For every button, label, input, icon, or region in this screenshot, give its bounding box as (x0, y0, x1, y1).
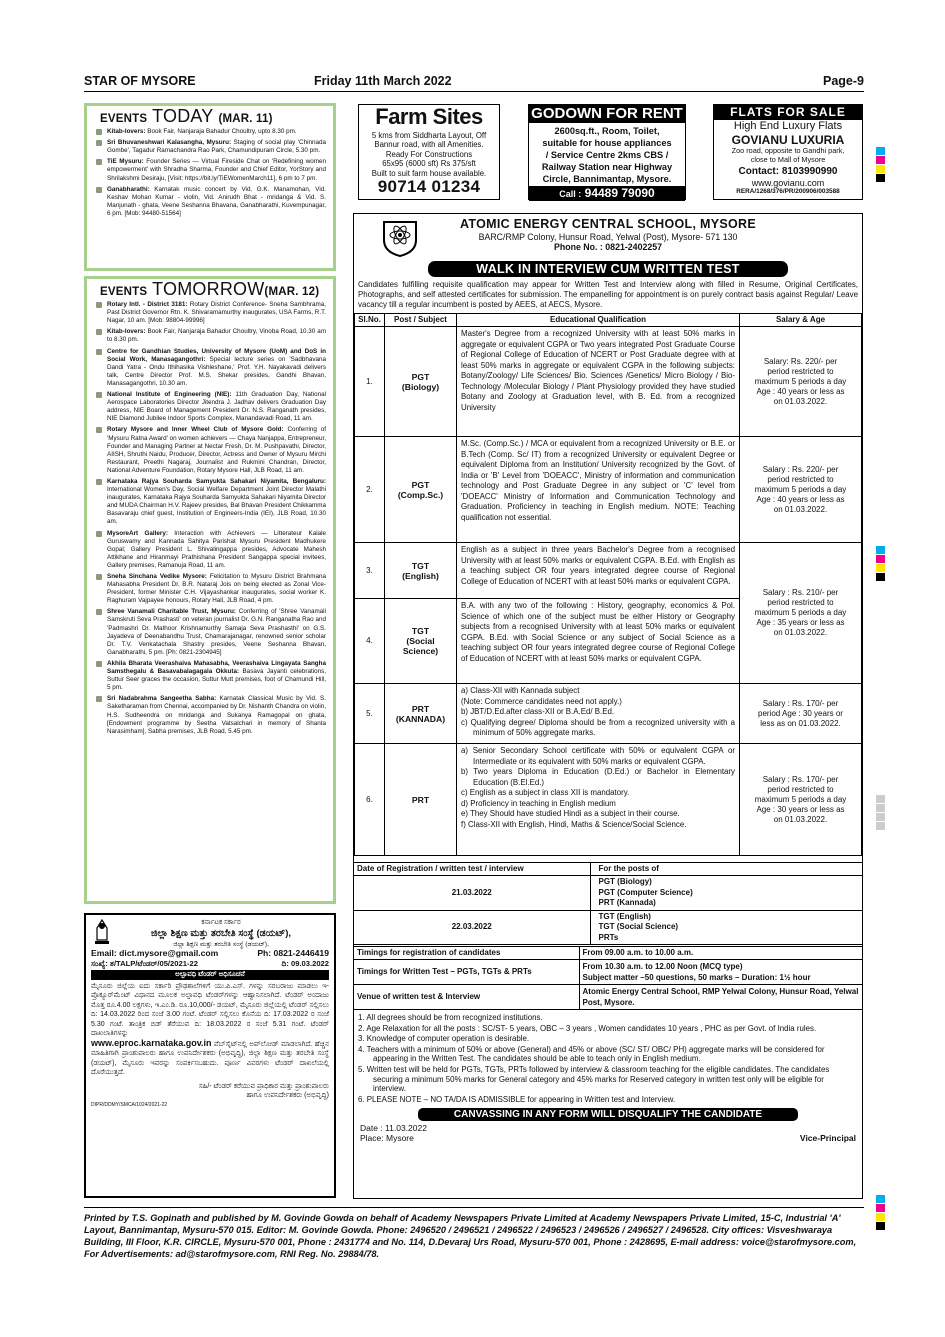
events-tomorrow-box (84, 276, 336, 904)
canvassing-banner: CANVASSING IN ANY FORM WILL DISQUALIFY THE CANDIDATE (418, 1108, 798, 1121)
intro-paragraph: Candidates fulfilling requisite qualification may appear for Written Test and Interview along with filled in Resume, Original Certificates, Photographs, and self attested certificates for submission. The empanelling for appointment is on purely contract basis against Regular/ Leave vacancy till a regular incumbent is posted by AEES, at AECS, Mysore. (358, 280, 858, 309)
note-item: 2. Age Relaxation for all the posts : SC/ST- 5 years, OBC – 3 years , Women candidates 10 years , PHC as per Govt. of India rules. (358, 1023, 817, 1033)
flats-ad-contact: Contact: 8103990990 (738, 166, 838, 177)
newspaper-name: STAR OF MYSORE (84, 74, 196, 88)
farm-sites-ad: Farm Sites 5 kms from Siddharta Layout, Off Bannur road, with all Amenities. Ready For Constructions 65x95 (6000 sft) Rs 375/sft Built to suit farm house available. 90714 01234 (358, 104, 500, 200)
events-today-box (84, 103, 336, 271)
event-item: Shree Vanamali Charitable Trust, Mysuru: Conferring of 'Shree Vanamali Samskruti Seva Prashasti' on veteran journalist Dr. G.N. Ranganatha Rao and 'Padmashri Dr. Mathoor Krishnamurthy Samaja Seva Prashasthi' on G.S. Jayadeva of Deenabandhu Trust, Chamarajanagar, renowned senior scholar Dr. T.V. Venkatachala Shastry presides, Veene Seshanna Bhavan, Ganabharathi, 5 pm. [Ph: 0821-2304945] (94, 608, 326, 657)
note-item: 6. PLEASE NOTE – NO TA/DA IS ADMISSIBLE for appearing in Written test and Interview. (358, 1094, 676, 1104)
event-item: Sneha Sinchana Vedike Mysore: Felicitation to Mysuru District Brahmana Mahasabha President Dr. B.R. Nataraj Jois on being elected as Zonal Vice-President, former Minister C.H. Vijayashankar inaugurates, social worker K. Raghuram Vajpayee honours, Rotary Hall, JLB Road, 4 pm. (94, 573, 326, 605)
notice-email: Email: dict.mysore@gmail.com (91, 948, 219, 958)
note-item: 1. All degrees should be from recognized institutions. (358, 1013, 543, 1022)
events-tomorrow-list (94, 301, 326, 736)
color-registration-bar (876, 1195, 885, 1231)
table-row: 3. TGT (English) English as a subject in three years Bachelor's Degree from a recognised University with at least 50% marks or equivalent CGPA. B.Ed. with English as a teaching subject OR four years integrated degree course of Regional College of Education of NCERT with at least 50% marks or equivalent CGPA. Salary : Rs. 210/- per period restricted to maximum 5 periods a day Age : 35 years or less as on 01.03.2022. (355, 543, 862, 599)
event-item: Akhila Bharata Veerashaiva Mahasabha, Veerashaiva Lingayata Sangha Samsthegalu & Basavabalagagala Okkuta: Basava Jayanti celebrations, Suttur Seer graces the occasion, Suttur Mutt premises, foot of Chamundi Hill, 5 pm. (94, 660, 326, 692)
school-logo-icon (380, 218, 420, 258)
event-item: National Institute of Engineering (NIE): 11th Graduation Day, National Aerospace Laboratories Director Jitendra J. Jadhav delivers Graduation Day address, NIE Board of Management President Dr. N.S. Ranganath presides, NIE Diamond Jubilee Indoor Sports Complex, Manandavadi Road, 11 am. (94, 391, 326, 423)
event-item: Sri Bhuvaneshwari Kalasangha, Mysuru: Staging of social play 'Chinnada Gombe', Tagadur Ramachandra Rao Park, Chamundipuram Circle, 5.30 pm. (94, 139, 326, 155)
flats-ad-title: FLATS FOR SALE (714, 105, 862, 120)
event-item: Karnataka Rajya Souharda Samyukta Sahakari Niyamita, Bengaluru: International Women's Day, Social Welfare Department Joint Director Malathi inaugurates, Karnataka Rajya Souharda Samyukta Sahakari Niyamita Director and MUDA Chairman H.V. Rajeev presides, Bal Bhavan President Chikkamma Basavaraju chief guest, Institution of Engineers-India (IEI), JLB Road, 10.30 am. (94, 478, 326, 527)
table-row: 5. PRT (KANNADA) a) Class-XII with Kannada subject (Note: Commerce candidates need not apply.) b) JBT/D.Ed.after class-XII or B.A.Ed/ B.Ed. c) Qualifying degree/ Diploma should be from a recognized university with a minimum of 50% aggregate marks. Salary : Rs. 170/- per period Age : 30 years or less as on 01.03.2022. (355, 684, 862, 744)
event-item: Ganabharathi: Karnatak music concert by Vid. G.K. Manamohan, Vid. Keshav Mohan Kumar - violin, Vid. Anirudh Bhat - mridanga & Vid. S. Manjunath - ghata, Veene Seshanna Bhavana, Ganabharathi, Kuvempunagar, 6 pm. [Mob: 94480-51564] (94, 186, 326, 218)
event-item: Kitab-lovers: Book Fair, Nanjaraja Bahadur Choultry, upto 8.30 pm. (94, 128, 326, 136)
school-name: ATOMIC ENERGY CENTRAL SCHOOL, MYSORE (459, 217, 756, 231)
event-item: Rotary Intl. - District 3181: Rotary District Conference- Sneha Sambhrama, Past District Governor Rtn. K. Shivaramamurthy inaugurates, USA Farms, R.T. Nagar, 10 am. [Mob: 98804-99996] (94, 301, 326, 325)
table-row: 1. PGT (Biology) Master's Degree from a recognized University with at least 50% marks in aggregate or equivalent CGPA or Two years integrated Post Graduate Course of Regional College of Education of NCERT or Post Graduate degree with at least 50% marks in aggregate or equivalent CGPA in the following subjects: Botany/Zoology/ Life Sciences/ Bio. Sciences /Genetics/ Micro Biology / Bio-Technology /Molecular Biology / Plant Physiology provided they have studied Botany and Zoology at Graduation level, with B. Ed. from a recognized University Salary: Rs. 220/- per period restricted to maximum 5 periods a day Age : 40 years or less as on 01.03.2022. (355, 327, 862, 437)
notes-list (354, 1010, 862, 1104)
events-today-heading: EVENTS TODAY (MAR. 11) (100, 106, 273, 126)
table-row: 6. PRT a) Senior Secondary School certificate with 50% or equivalent CGPA or Intermediate or its equivalent with 50% marks or equivalent CGPA. b) Two years Diploma in Education (D.Ed.) or Bachelor in Elementary Education (B.El.Ed.) c) English as a subject in class XII is mandatory. d) Proficiency in teaching in English medium e) They Should have studied Hindi as a subject in their course. f) Class-XII with English, Hindi, Maths & Science/Social Science. Salary : Rs. 170/- per period restricted to maximum 5 periods a day Age : 30 years or less as on 01.03.2022. (355, 744, 862, 856)
godown-ad-phone: 94489 79090 (584, 186, 655, 200)
imprint-footer: Printed by T.S. Gopinath and published by M. Govinde Gowda on behalf of Academy Newspapers Private Limited at Academy Newspapers Private Limited, 15-C, Industrial 'A' Layout, Bannimantap, Mysuru-570 015. Editor: M. Govinde Gowda. Phone: 2496520 / 2496521 / 2496522 / 2496523 / 2496526 / 2496527 / 2496528. City offices: Visveshwaraya Building, III Floor, K.R. CIRCLE, Mysuru-570 001, Phone : 2431774 and No. 114, D.Devaraj Urs Road, Mysuru-570 001, Phone : 2428695, E-mail address: voice@starofmysore.com, For Advertisements: ad@starofmysore.com, RNI Reg. No. 29884/78. (84, 1207, 864, 1260)
government-emblem-icon (91, 918, 113, 948)
posts-table: Sl.No. Post / Subject Educational Qualification Salary & Age 1. PGT (Biology) Master's Degree from a recognized University with at least 50% marks in aggregate or equivalent CGPA or Two years integrated Post Graduate Course of Regional College of Education of NCERT or Post Graduate degree with at least 50% marks in aggregate or equivalent CGPA in the following subjects: Botany/Zoology/ Life Sciences/ Bio. Sciences /Genetics/ Micro Biology / Bio-Technology /Molecular Biology / Plant Physiology provided they have studied Botany and Zoology at Graduation level, with B. Ed. from a recognized University Salary: Rs. 220/- per period restricted to maximum 5 periods a day Age : 40 years or less as on 01.03.2022. 2. PGT (Comp.Sc.) M.Sc. (Comp.Sc.) / MCA or equivalent from a recognized University or B.E. or B.Tech (Comp. Sc/ IT) from a recognized University or equivalent Degree or equivalent Diploma from an Institution/ University recognized by the Govt. of India or 'B' Level from 'DOEACC', Ministry of information and communication technology and Post Graduate Degree in any subject or 'C' level from 'DOEACC' Ministry of Information and Communication Technology and Graduation. Proficiency in teaching in English medium. NOTE: Teaching qualification not essential. Salary : Rs. 220/- per period restricted to maximum 5 periods a day Age : 40 years or less as on 01.03.2022. 3. TGT (English) English as a subject in three years Bachelor's Degree from a recognised University with at least 50% marks or equivalent CGPA. B.Ed. with English as a teaching subject OR four years integrated degree course of Regional College of Education of NCERT with at least 50% marks or equivalent CGPA. Salary : Rs. 210/- per period restricted to maximum 5 periods a day Age : 35 years or less as on 01.03.2022. 4. TGT (Social Science) B.A. with any two of the following : History, geography, economics & Pol. Science of which one of the subject must be either History or Geography subjects from a recognised University with at least 50% marks or equivalent CGPA. B.Ed. with Social Science or any subject of Social Science as a teaching subject OR four years integrated degree course of Regional College of Education of NCERT with at least 50% marks or equivalent CGPA. 5. PRT (KANNADA) a) Class-XII with Kannada subject (Note: Commerce candidates need not apply.) b) JBT/D.Ed.after class-XII or B.A.Ed/ B.Ed. c) Qualifying degree/ Diploma should be from a recognized university with a minimum of 50% aggregate marks. Salary : Rs. 170/- per period Age : 30 years or less as on 01.03.2022. 6. PRT a) Senior Secondary School certificate with 50% or equivalent CGPA or Intermediate or its equivalent with 50% marks or equivalent CGPA. b) Two years Diploma in Education (D.Ed.) or Bachelor in Elementary Education (B.El.Ed.) c) English as a subject in class XII is mandatory. d) Proficiency in teaching in English medium e) They Should have studied Hindi as a subject in their course. f) Class-XII with English, Hindi, Maths & Science/Social Science. Salary : Rs. 170/- per period restricted to maximum 5 periods a day Age : 30 years or less as on 01.03.2022. (354, 313, 862, 856)
farm-ad-phone: 90714 01234 (377, 177, 481, 197)
color-registration-bar (876, 147, 885, 183)
school-recruitment-ad: ATOMIC ENERGY CENTRAL SCHOOL, MYSORE BARC/RMP Colony, Hunsur Road, Yelwal (Post), Mysore- 571 130 Phone No. : 0821-2402257 WALK IN INTERVIEW CUM WRITTEN TEST Candidates fulfilling requisite qualification may appear for Written Test and Interview along with filled in Resume, Original Certificates, Photographs, and self attested certificates for submission. The empanelling for appointment is on purely contract basis against Regular/ Leave vacancy till a regular incumbent is posted by AEES, at AECS, Mysore. Sl.No. Post / Subject Educational Qualification Salary & Age 1. PGT (Biology) Master's Degree from a recognized University with at least 50% marks in aggregate or equivalent CGPA or Two years integrated Post Graduate Course of Regional College of Education of NCERT or Post Graduate degree with at least 50% marks in aggregate or equivalent CGPA in the following subjects: Botany/Zoology/ Life Sciences/ Bio. Sciences /Genetics/ Micro Biology / Bio-Technology /Molecular Biology / Plant Physiology provided they have studied Botany and Zoology at Graduation level, with B. Ed. from a recognized University Salary: Rs. 220/- per period restricted to maximum 5 periods a day Age : 40 years or less as on 01.03.2022. 2. PGT (Comp.Sc.) M.Sc. (Comp.Sc.) / MCA or equivalent from a recognized University or B.E. or B.Tech (Comp. Sc/ IT) from a recognized University or equivalent Degree or equivalent Diploma from an Institution/ University recognized by the Govt. of India or 'B' Level from 'DOEACC', Ministry of information and communication technology and Post Graduate Degree in any subject or 'C' level from 'DOEACC' Ministry of Information and Communication Technology and Graduation. Proficiency in teaching in English medium. NOTE: Teaching qualification not essential. Salary : Rs. 220/- per period restricted to maximum 5 periods a day Age : 40 years or less as on 01.03.2022. 3. TGT (English) English as a subject in three years Bachelor's Degree from a recognised University with at least 50% marks or equivalent CGPA. B.Ed. with English as a teaching subject OR four years integrated degree course of Regional College of Education of NCERT with at least 50% marks or equivalent CGPA. Salary : Rs. 210/- per period restricted to maximum 5 periods a day Age : 35 years or less as on 01.03.2022. 4. TGT (Social Science) B.A. with any two of the following : History, geography, economics & Pol. Science of which one of the subject must be either History or Geography subjects from a recognised University with at least 50% marks or equivalent CGPA. B.Ed. with Social Science or any subject of Social Science as a teaching subject OR four years integrated degree course of Regional College of Education of NCERT with at least 50% marks or equivalent CGPA. 5. PRT (KANNADA) a) Class-XII with Kannada subject (Note: Commerce candidates need not apply.) b) JBT/D.Ed.after class-XII or B.A.Ed/ B.Ed. c) Qualifying degree/ Diploma should be from a recognized university with a minimum of 50% aggregate marks. Salary : Rs. 170/- per period Age : 30 years or less as on 01.03.2022. 6. PRT a) Senior Secondary School certificate with 50% or equivalent CGPA or Intermediate or its equivalent with 50% marks or equivalent CGPA. b) Two years Diploma in Education (D.Ed.) or Bachelor in Elementary Education (B.El.Ed.) c) English as a subject in class XII is mandatory. d) Proficiency in teaching in English medium e) They Should have studied Hindi as a subject in their course. f) Class-XII with English, Hindi, Maths & Science/Social Science. Salary : Rs. 170/- per period restricted to maximum 5 periods a day Age : 30 years or less as on 01.03.2022. Date of Registration / written test / interview For the posts of 21.03.2022 PGT (Biology) PGT (Computer Science) PRT (Kannada) 22.03.2022 TGT (English) TGT (Social Science) PRTs Timings for registration of candidates From 09.00 a.m. to 10.00 a.m. Timings for Written Test – PGTs, TGTs & PRTs From 10.30 a.m. to 12.00 Noon (MCQ type) Subject matter –50 questions, 50 marks – Duration: 1½ hour Venue of written test & Interview Atomic Energy Central School, RMP Yelwal Colony, Hunsur Road, Yelwal Post, Mysore. 1. All degrees should be from recognized institutions. 2. Age Relaxation for all the posts : SC/ST- 5 years, OBC – 3 years , Women candidates 10 years , PHC as per Govt. of India rules. 3. Knowledge of computer operation is desirable. 4. Teachers with a minimum of 50% or above (General) and 45% or above (SC/ ST/ OBC/ PH) aggregate marks will be considered for appearing in the Written Test. The candidates should be able to teach only in English medium. 5. Written test will be held for PGTs, TGTs, PRTs followed by interview & classroom teaching for the eligible candidates. The candidates securing a minimum 50% marks for General category and 45% marks for Reserved category in written test only will be eligible for interview. 6. PLEASE NOTE – NO TA/DA IS ADMISSIBLE for appearing in Written test and Interview. CANVASSING IN ANY FORM WILL DISQUALIFY THE CANDIDATE Date : 11.03.2022 Place: Mysore Vice-Principal (353, 213, 863, 1199)
godown-ad-title: GODOWN FOR RENT (529, 105, 685, 123)
event-item: Kitab-lovers: Book Fair, Nanjaraja Bahadur Choultry, Vinoba Road, 10.30 am to 8.30 pm. (94, 328, 326, 344)
note-item: 5. Written test will be held for PGTs, TGTs, PRTs followed by interview & classroom teaching for the eligible candidates. The candidates securing a minimum 50% marks for General category and 45% marks for Reserved category in written test only will be eligible for interview. (358, 1064, 830, 1094)
farm-ad-title: Farm Sites (375, 104, 483, 129)
event-item: Sri Nadabrahma Sangeetha Sabha: Karnatak Classical Music by Vid. S. Saketharaman from Chennai, accompanied by Dr. Nishanth Chandra on violin, H.S. Sudheendra on mridanga and Sukanya Ramagopal on ghata, [Endowment programme by Seetha Vatsalchari in memory of Shanta Narasimham], Sabha premises, JLB Road, 5.45 pm. (94, 695, 326, 735)
issue-date: Friday 11th March 2022 (314, 74, 452, 88)
page-header (84, 74, 864, 92)
schedule-table: Date of Registration / written test / interview For the posts of 21.03.2022 PGT (Biology) PGT (Computer Science) PRT (Kannada) 22.03.2022 TGT (English) TGT (Social Science) PRTs (354, 862, 862, 945)
timing-table: Timings for registration of candidates From 09.00 a.m. to 10.00 a.m. Timings for Written Test – PGTs, TGTs & PRTs From 10.30 a.m. to 12.00 Noon (MCQ type) Subject matter –50 questions, 50 marks – Duration: 1½ hour Venue of written test & Interview Atomic Energy Central School, RMP Yelwal Colony, Hunsur Road, Yelwal Post, Mysore. (354, 946, 862, 1010)
note-item: 3. Knowledge of computer operation is desirable. (358, 1034, 530, 1044)
color-registration-bar (876, 546, 885, 582)
walk-in-banner: WALK IN INTERVIEW CUM WRITTEN TEST (428, 261, 788, 277)
color-registration-bar (876, 795, 885, 831)
event-item: Centre for Gandhian Studies, University of Mysore (UoM) and DoS in Social Work, Manasagangothri: Special lecture series on 'Sadbhavana Dandi Yatra - Ondu Ithihasika Vishleshane,' Prof. Y.H. Nayakavadi delivers talk, Centre Director Prof. M.S. Shekar presides, Gandhi Bhavan, Manasagangothri, 10.30 am. (94, 348, 326, 388)
kannada-tender-notice: ಕರ್ನಾಟಕ ಸರ್ಕಾರ ಜಿಲ್ಲಾ ಶಿಕ್ಷಣ ಮತ್ತು ತರಬೇತಿ ಸಂಸ್ಥೆ (ಡಯಟ್), ಜಿಲ್ಲಾ ಶಿಕ್ಷಣ ಮತ್ತು ತರಬೇತಿ ಸಂಸ್ಥೆ (ಡಯಟ್), Email: dict.mysore@gmail.com Ph: 0821-2446419 ಸಂಖ್ಯೆ: ತ/TALP/ಟೆಂಡರ್/05/2021-22 ದಿ: 09.03.2022 ಅಲ್ಪಾವಧಿ ಟೆಂಡರ್ ಅಧಿಸೂಚನೆ ಮೈಸೂರು ಜಿಲ್ಲೆಯ ಐದು ಸರ್ಕಾರಿ ಪ್ರೌಢಶಾಲೆಗಳಿಗೆ ಯು.ಪಿ.ಎಸ್. ಗಳನ್ನು ಸರಬರಾಜು ಮಾಡಲು ಇ-ಪ್ರೊಕ್ಯೂರ್‌ಮೆಂಟ್ ವಿಧಾನದ ಮೂಲಕ ಅಲ್ಪಾವಧಿ ಟೆಂಡರ್‌ಗಳನ್ನು ಆಹ್ವಾನಿಸಲಾಗಿದೆ. ಟೆಂಡರ್ ಅಂದಾಜು ಮೊತ್ತ ರೂ.4.00 ಲಕ್ಷಗಳು, ಇ.ಎಂ.ಡಿ. ರೂ.10,000/- ಡಯಟ್, ಮೈಸೂರು ಜಿಲ್ಲೆಯಲ್ಲಿ ಟೆಂಡರ್ ಸಲ್ಲಿಸಲು ದಿ: 14.03.2022 ರಿಂದ ಸಂಜೆ 3.00 ಗಂಟೆ. ಟೆಂಡರ್ ಸಲ್ಲಿಸಲು ಕೊನೆಯ ದಿ: 17.03.2022 ರ ಸಂಜೆ 5.30 ಗಂಟೆ. ತಾಂತ್ರಿಕ ಬಿಡ್ ತೆರೆಯುವ ದಿ: 18.03.2022 ರ ಸಂಜೆ 5.31 ಗಂಟೆ. ಟೆಂಡರ್ ದಾಖಲಾತಿಗಳನ್ನು www.eproc.karnataka.gov.in ವೆಬ್‌ಸೈಟ್‌ನಲ್ಲಿ ಅಪ್‌ಲೋಡ್ ಮಾಡಲಾಗಿದೆ. ಹೆಚ್ಚಿನ ಮಾಹಿತಿಗಾಗಿ ಪ್ರಾಂಶುಪಾಲರು ಹಾಗೂ ಉಪನಿರ್ದೇಶಕರು (ಅಭಿವೃದ್ಧಿ), ಜಿಲ್ಲಾ ಶಿಕ್ಷಣ ಮತ್ತು ತರಬೇತಿ ಸಂಸ್ಥೆ (ಡಯಟ್), ಮೈಸೂರು ಇವರನ್ನು ಸಂಪರ್ಕಿಸಬಹುದು. ಪೂರ್ಣ ವಿವರಗಳು ಟೆಂಡರ್ ದಾಖಲೆಯಲ್ಲಿ ದೊರೆಯುತ್ತದೆ. ಸಹಿ/- ಟೆಂಡರ್ ಕರೆಯುವ ಪ್ರಾಧಿಕಾರ ಮತ್ತು ಪ್ರಾಂಶುಪಾಲರು ಹಾಗೂ ಉಪನಿರ್ದೇಶಕರು (ಅಭಿವೃದ್ಧಿ) DIPR/DDMY/SMCA/1024/2021-22 (84, 913, 336, 1198)
events-today-list (94, 128, 326, 218)
event-item: Rotary Mysore and Inner Wheel Club of Mysore Gold: Conferring of 'Mysuru Ratna Award' on women achievers — Chaya Nanjappa, Entrepreneur, Founder and Managing Partner at Nectar Fresh, Dr. M. Pushpavathi, Director, AIISH, Shruthi Naidu, Producer, Director, Actress and Owner of Mysuru Mirchi Restaurant, Preethi Nagaraj, Journalist and Rukmini Chandran, Director, National Adventure Foundation, Rotary Mysore Hall, JLB Road, 11 am. (94, 426, 326, 475)
table-row: 2. PGT (Comp.Sc.) M.Sc. (Comp.Sc.) / MCA or equivalent from a recognized University or B.E. or B.Tech (Comp. Sc/ IT) from a recognized University or equivalent Degree or equivalent Diploma from an Institution/ University recognized by the Govt. of India or 'B' Level from 'DOEACC', Ministry of information and communication technology and Post Graduate Degree in any subject or 'C' level from 'DOEACC' Ministry of Information and Communication Technology and Graduation. Proficiency in teaching in English medium. NOTE: Teaching qualification not essential. Salary : Rs. 220/- per period restricted to maximum 5 periods a day Age : 40 years or less as on 01.03.2022. (355, 437, 862, 543)
godown-ad: GODOWN FOR RENT 2600sq.ft., Room, Toilet, suitable for house appliances / Service Centre 2kms CBS / Railway Station near Highway Circle, Bannimantap, Mysore. Call : 94489 79090 (528, 104, 686, 200)
event-item: MysoreArt Gallery: Interaction with Achievers — Litterateur Kalale Guruswamy and Kannada Sahitya Parishat Mysuru President Madhukere Gopal; Gallery President L. Shivalingappa presides, Advocate Mahesh Attikhane and Hiranmayi Prathishana President Sangappa special invitees, Gallery premises, Ramanuja Road, 11 am. (94, 530, 326, 570)
table-row: 4. TGT (Social Science) B.A. with any two of the following : History, geography, economics & Pol. Science of which one of the subject must be either History or Geography subjects from a recognised University with at least 50% marks or equivalent CGPA. B.Ed. with Social Science or any subject of Social Science as a teaching subject OR four years integrated degree course of Regional College of Education of NCERT with at least 50% marks or equivalent CGPA. (355, 599, 862, 684)
events-tomorrow-heading: EVENTS TOMORROW(MAR. 12) (100, 279, 320, 299)
event-item: TiE Mysuru: Founder Series — Virtual Fireside Chat on 'Redefining women empowerment' with Shradha Sharma, Founder and Chief Editor, YorStory and Shrilakshmi Desiraju, [Visit: https://bit.ly/TiEWomenMarch11], 6 pm to 7 pm. (94, 158, 326, 182)
page-number: Page-9 (823, 74, 864, 88)
note-item: 4. Teachers with a minimum of 50% or above (General) and 45% or above (SC/ ST/ OBC/ PH) aggregate marks will be considered for appearing in the Written Test. The candidates should be able to teach only in English medium. (358, 1044, 825, 1064)
flats-ad: FLATS FOR SALE High End Luxury Flats GOVIANU LUXURIA Zoo road, opposite to Gandhi park, close to Mall of Mysore Contact: 8103990990 www.govianu.com RERA/1268/376/PR/200906/003588 (713, 104, 863, 200)
vice-principal-signature: Vice-Principal (799, 1133, 856, 1144)
